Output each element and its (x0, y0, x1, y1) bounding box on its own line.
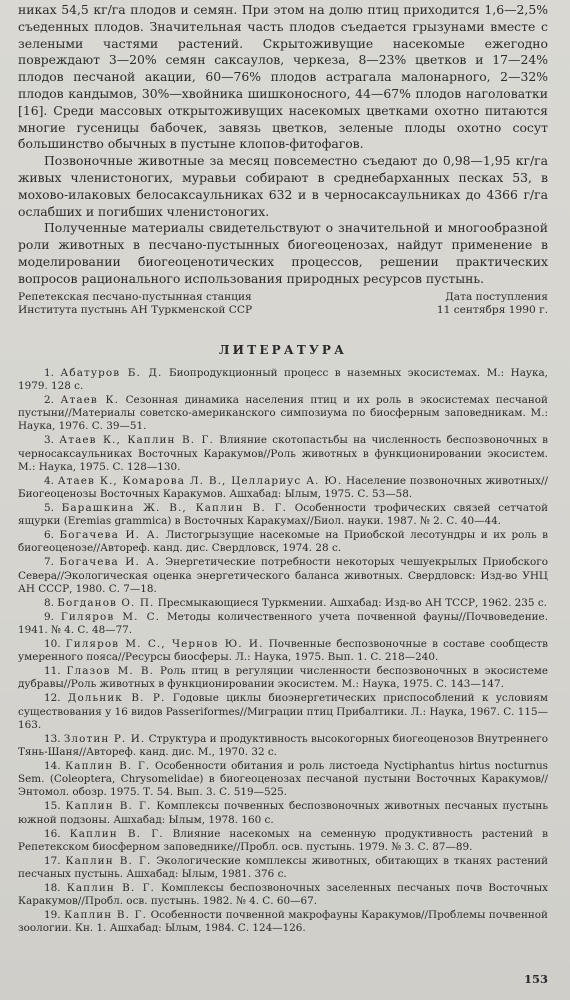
literature-heading: ЛИТЕРАТУРА (218, 342, 348, 357)
reference-text: Методы количественного учета почвенной фауны//Почвоведение. 1941. № 4. С. 48—77. (18, 610, 548, 636)
body-text (18, 2, 548, 288)
reference-number: 3. (44, 434, 54, 447)
reference-item (18, 760, 548, 800)
reference-item (18, 597, 548, 610)
reference-number: 12. (44, 692, 61, 705)
reference-item (18, 828, 548, 855)
reference-number: 10. (44, 637, 61, 650)
reference-authors: Каплин В. Г. (65, 854, 152, 867)
reference-item (18, 909, 548, 936)
reference-authors: Гиляров М. С., Чернов Ю. И. (65, 637, 264, 650)
reference-text: Листогрызущие насекомые на Приобской лесотундры и их роль в биогеоценозе//Автореф. канд. дис. Свердловск, 1974. 28 с. (18, 529, 548, 555)
reference-authors: Атаев К. (60, 393, 120, 406)
reference-text: Пресмыкающиеся Туркмении. Ашхабад: Изд-во АН ТССР, 1962. 235 с. (157, 596, 547, 609)
affiliation-block (18, 291, 548, 317)
reference-text: Экологические комплексы животных, обитающих в тканях растений песчаных пустынь. Ашхабад: Ылым, 1981. 376 с. (18, 854, 548, 881)
reference-text: Комплексы почвенных беспозвоночных животных песчаных пустынь южной подзоны. Ашхабад: Ылым, 1978. 160 с. (18, 800, 548, 826)
reference-authors: Богачева И. А. (59, 529, 161, 542)
reference-number: 5. (44, 501, 54, 514)
page-number: 153 (523, 972, 548, 986)
reference-text: Энергетические потребности некоторых чешуекрылых Приобского Севера//Экологическая оценка энергетического баланса животных. Свердловск: Изд-во УНЦ АН СССР, 1980. С. 7—18. (18, 556, 549, 595)
body-paragraph: никах 54,5 кг/га плодов и семян. При этом на долю птиц приходится 1,6—2,5% съеденных плодов. Значительная часть плодов съедается грызунами вместе с зелеными частями растений. Скрытоживущие насекомые ежегодно повреждают 3—20% семян саксаулов, черкеза, 8—23% цветков и 17—24% плодов песчаной акации, 60—76% плодов астрагала малонарного, 2—32% плодов кандымов, 30%—хвойника шишконосного, 44—67% плодов наголоватки [16]. Среди массовых открытоживущих насекомых цветками охотно питаются многие гусеницы бабочек, завязь цветков, зеленые плоды охотно сосут большинство обычных в пустыне клопов-фитофагов. (18, 2, 548, 152)
reference-authors: Каплин В. Г. (66, 881, 155, 894)
reference-authors: Каплин В. Г. (65, 800, 152, 813)
reference-text: Почвенные беспозвоночные в составе сообществ умеренного пояса//Ресурсы биосферы. Л.: Наука, 1975. Вып. 1. С. 218—240. (18, 637, 548, 664)
reference-authors: Каплин В. Г. (69, 827, 164, 840)
reference-authors: Дольник В. Р. (67, 692, 166, 705)
reference-number: 15. (44, 800, 61, 813)
reference-item (18, 367, 548, 394)
reference-authors: Злотин Р. И. (63, 732, 146, 745)
reference-text: Структура и продуктивность высокогорных биогеоценозов Внутреннего Тянь-Шаня//Автореф. канд. дис. М., 1970. 32 с. (18, 732, 548, 758)
reference-authors: Каплин В. Г. (65, 759, 151, 772)
reference-number: 8. (44, 596, 54, 609)
reference-item (18, 434, 548, 474)
reference-authors: Гиляров М. С. (60, 610, 161, 623)
reference-authors: Атаев К., Каплин В. Г. (59, 434, 214, 447)
reference-authors: Абатуров Б. Д. (60, 366, 163, 379)
reference-authors: Богачева И. А. (59, 556, 160, 569)
reference-list (18, 367, 548, 936)
received-value: 11 сентября 1990 г. (436, 303, 548, 316)
reference-item (18, 529, 548, 556)
reference-item (18, 855, 548, 882)
received-label: Дата поступления (445, 290, 548, 303)
reference-item (18, 556, 548, 596)
reference-item (18, 502, 548, 529)
reference-item (18, 475, 548, 502)
reference-text: Влияние скотопастьбы на численность беспозвоночных в черносаксаульниках Восточных Каракумов//Роль животных в функционировании экосистем. М.: Наука, 1975. С. 128—130. (18, 434, 548, 473)
body-paragraph: Полученные материалы свидетельствуют о значительной и многообразной роли животных в песчано-пустынных биогеоценозах, найдут применение в моделировании биогеоценотических процессов, решении практических вопросов рационального использования природных ресурсов пустынь. (18, 220, 548, 286)
reference-authors: Барашкина Ж. В., Каплин В. Г. (61, 501, 287, 514)
reference-authors: Атаев К., Комарова Л. В., Целлариус А. Ю. (57, 474, 343, 487)
reference-authors: Каплин В. Г. (64, 909, 148, 922)
reference-item (18, 394, 548, 434)
reference-text: Сезонная динамика населения птиц и их роль в экосистемах песчаной пустыни//Материалы советско-американского симпозиума по биосферным заповедникам. М.: Наука, 1976. С. 39—51. (18, 393, 548, 433)
reference-text: Биопродукционный процесс в наземных экосистемах. М.: Наука, 1979. 128 с. (18, 366, 548, 392)
reference-text: Население позвоночных животных//Биогеоценозы Восточных Каракумов. Ашхабад: Ылым, 1975. С. 53—58. (18, 474, 548, 500)
reference-text: Годовые циклы биоэнергетических приспособлений к условиям существования у 16 видов Passeriformes//Миграции птиц Прибалтики. Л.: Наука, 1967. С. 115—163. (18, 692, 548, 731)
reference-number: 11. (44, 665, 61, 678)
reference-text: Особенности обитания и роль листоеда Nyctiphantus hirtus nocturnus Sem. (Coleoptera, Chrysomelidae) в биогеоценозах песчаной пустыни Восточных Каракумов//Энтомол. обозр. 1975. Т. 54. Вып. 3. С. 519—525. (18, 759, 549, 799)
reference-item (18, 882, 548, 909)
reference-number: 19. (44, 909, 61, 922)
reference-number: 9. (44, 610, 54, 623)
reference-authors: Богданов О. П. (57, 596, 155, 609)
reference-number: 18. (44, 881, 61, 894)
reference-text: Роль птиц в регуляции численности беспозвоночных в экосистеме дубравы//Роль животных в функционировании экосистем. М.: Наука, 1975. С. 143—147. (18, 665, 549, 691)
reference-text: Влияние насекомых на семенную продуктивность растений в Репетекском биосферном заповеднике//Пробл. осв. пустынь. 1979. № 3. С. 87—89. (18, 827, 548, 853)
reference-number: 13. (44, 732, 61, 745)
reference-text: Особенности трофических связей сетчатой ящурки (Eremias grammica) в Восточных Каракумах//Биол. науки. 1987. № 2. С. 40—44. (18, 501, 549, 528)
reference-number: 16. (44, 827, 61, 840)
reference-item (18, 611, 548, 638)
reference-text: Комплексы беспозвоночных заселенных песчаных почв Восточных Каракумов//Пробл. осв. пустынь. 1982. № 4. С. 60—67. (18, 881, 548, 908)
reference-item (18, 800, 548, 827)
reference-item (18, 733, 548, 760)
reference-item (18, 638, 548, 665)
reference-number: 4. (44, 474, 54, 487)
affiliation-line-2: Института пустынь АН Туркменской ССР (18, 303, 253, 316)
affiliation (18, 291, 347, 317)
reference-item (18, 692, 548, 732)
affiliation-line-1: Репетекская песчано-пустынная станция (18, 290, 252, 303)
reference-number: 17. (44, 854, 61, 867)
reference-item (18, 665, 548, 692)
received-date (347, 291, 548, 317)
reference-number: 1. (44, 366, 54, 379)
reference-number: 14. (44, 759, 61, 772)
reference-number: 2. (44, 393, 54, 406)
reference-text: Особенности почвенной макрофауны Каракумов//Проблемы почвенной зоологии. Кн. 1. Ашхабад: Ылым, 1984. С. 124—126. (18, 909, 548, 935)
reference-number: 7. (44, 556, 54, 569)
body-paragraph: Позвоночные животные за месяц повсеместно съедают до 0,98—1,95 кг/га живых членистоногих, муравьи собирают в среднебарханных песках 53, в мохово-илаковых белосаксаульниках 632 и в черносаксаульниках до 4366 г/га ослабших и погибших членистоногих. (18, 153, 548, 219)
reference-number: 6. (44, 529, 54, 542)
reference-authors: Глазов М. В. (66, 665, 155, 678)
